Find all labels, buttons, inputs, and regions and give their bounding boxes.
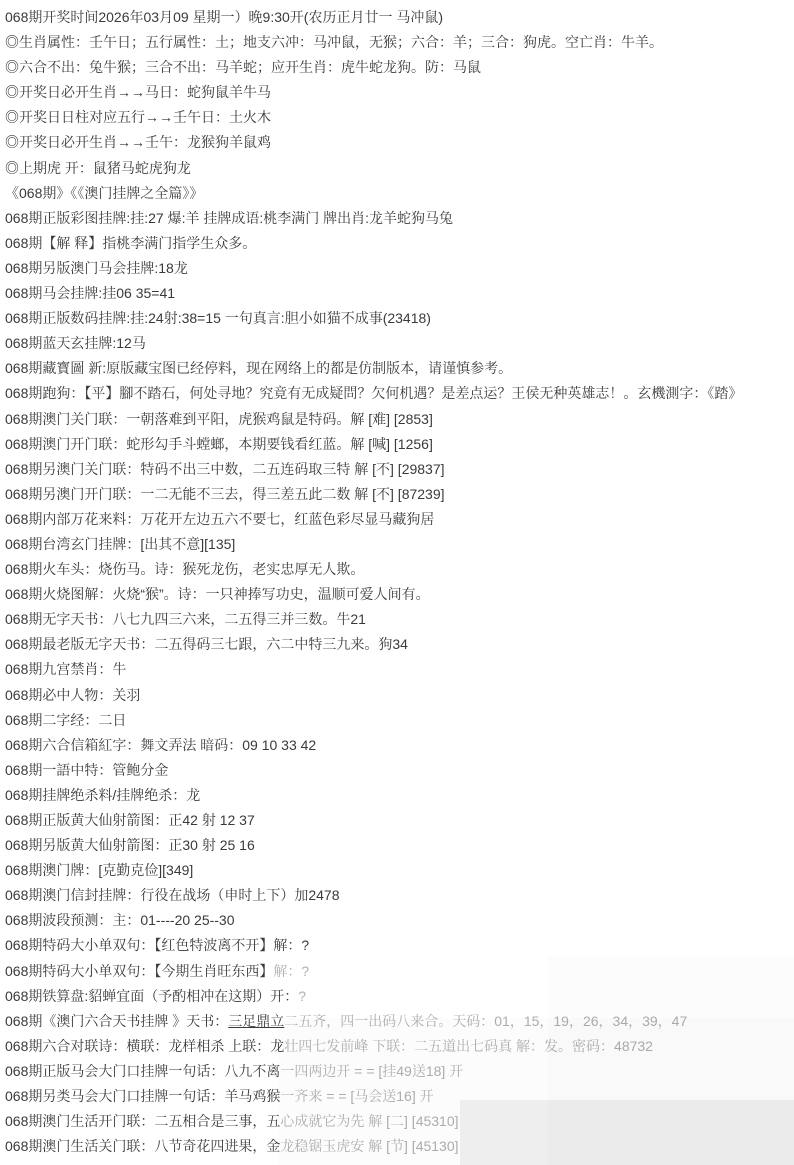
text-segment: ◎开奖日必开生肖→→壬午：龙猴狗羊鼠鸡	[5, 134, 271, 151]
text-segment: 068期最老版无字天书：二五得码三七跟，六二中特三九来。狗34	[5, 636, 408, 653]
text-segment: 068期藏寳圖 新:原版藏宝图已经停料，现在网络上的都是仿制版本，请谨慎参考。	[5, 360, 513, 377]
info-line-02	[5, 30, 794, 55]
text-segment: 一四两边开 = = [挂49送18] 开	[280, 1062, 464, 1079]
info-line-16	[5, 381, 794, 406]
text-segment: 068期澳门生活关门联：八节奇花四进果，金	[5, 1138, 281, 1155]
text-segment: 龙稳锯玉虎安 解 [节] [45130]	[280, 1138, 459, 1155]
info-line-23	[5, 557, 794, 582]
text-segment: 068期澳门信封挂牌：行役在战场（申时上下）加2478	[5, 887, 340, 904]
info-line-38	[5, 933, 794, 958]
info-line-08	[5, 181, 794, 206]
text-segment: 068期《澳门六合天书挂牌 》天书：	[5, 1012, 229, 1029]
info-line-26	[5, 632, 794, 657]
text-segment: 068期另版黄大仙射箭图：正30 射 25 16	[5, 837, 255, 854]
text-segment: ◎上期虎 开：鼠猪马蛇虎狗龙	[5, 159, 191, 176]
text-segment: 068期一語中特：管鲍分金	[5, 761, 169, 778]
text-segment: 068期开奖时间2026年03月09 星期一）晚9:30开(农历正月廿一 马冲鼠)	[5, 9, 443, 25]
info-line-25	[5, 607, 794, 632]
info-line-24	[5, 582, 794, 607]
text-segment: 068期正版马会大门口挂牌一句话：八九不离	[5, 1062, 281, 1079]
text-segment: 068期【解 释】指桃李满门指学生众多。	[5, 234, 257, 251]
info-line-43	[5, 1059, 794, 1084]
text-segment: 068期二字经：二日	[5, 711, 127, 728]
info-line-03	[5, 55, 794, 80]
info-line-07	[5, 156, 794, 181]
info-line-12	[5, 281, 794, 306]
text-segment: 068期跑狗：【平】腳不踏石，何处寻地？究竟有无成疑問？欠何机遇？是差点运？王侯无种英雄志！。玄機測字：《踏》	[5, 385, 743, 402]
text-segment: 068期火车头：烧伤马。诗：猴死龙伤，老实忠厚无人欺。	[5, 561, 365, 578]
info-line-20	[5, 482, 794, 507]
info-line-01	[5, 5, 794, 30]
text-segment: 068期必中人物：关羽	[5, 686, 141, 703]
text-segment: ?	[298, 987, 307, 1004]
info-line-27	[5, 657, 794, 682]
info-line-22	[5, 532, 794, 557]
text-segment: 一齐来 = = [马会送16] 开	[280, 1088, 434, 1105]
text-segment: ◎六合不出：兔牛猴；三合不出：马羊蛇；应开生肖：虎牛蛇龙狗。防：马鼠	[5, 59, 481, 76]
text-segment: 068期六合对联诗：横联：龙样相杀 上联：龙	[5, 1037, 285, 1054]
info-line-10	[5, 231, 794, 256]
text-segment: 心成就它为先 解 [二] [45310]	[280, 1113, 459, 1130]
text-segment: 《068期》《《澳门挂牌之全篇》》	[5, 184, 204, 201]
text-segment: 068期无字天书：八七九四三六来，二五得三并三数。牛21	[5, 611, 366, 628]
info-line-21	[5, 507, 794, 532]
info-line-04	[5, 80, 794, 105]
text-segment: 068期特码大小单双句：【红色特波离不开】解：?	[5, 937, 310, 954]
info-line-11	[5, 256, 794, 281]
info-line-46	[5, 1134, 794, 1159]
text-segment: 068期特码大小单双句：【今期生肖旺东西】	[5, 962, 274, 979]
info-line-40	[5, 984, 794, 1009]
info-line-44	[5, 1084, 794, 1109]
text-segment: 068期台湾玄门挂牌：[出其不意][135]	[5, 535, 236, 552]
info-line-31	[5, 758, 794, 783]
info-line-32	[5, 783, 794, 808]
info-line-14	[5, 331, 794, 356]
text-segment: 068期内部万花来料：万花开左边五六不要七，红蓝色彩尽显马藏狗居	[5, 510, 435, 527]
text-segment: 068期另澳门开门联：一二无能不三去，得三差五此二数 解 [不] [87239]	[5, 485, 445, 502]
text-segment: 068期澳门开门联：蛇形勾手斗螳螂，本期要钱看红蓝。解 [喊] [1256]	[5, 435, 433, 452]
info-line-17	[5, 407, 794, 432]
info-line-42	[5, 1034, 794, 1059]
text-segment: 068期六合信箱紅字：舞文弄法 暗码：09 10 33 42	[5, 736, 317, 753]
text-segment: 壮四七发前峰 下联：二五道出七码真 解：发。密码：48732	[284, 1037, 653, 1054]
info-line-37	[5, 908, 794, 933]
text-segment: 068期马会挂牌:挂06 35=41	[5, 285, 176, 302]
info-line-28	[5, 683, 794, 708]
info-line-35	[5, 858, 794, 883]
info-line-05	[5, 105, 794, 130]
info-line-45	[5, 1109, 794, 1134]
info-line-09	[5, 206, 794, 231]
info-line-19	[5, 457, 794, 482]
info-line-30	[5, 733, 794, 758]
info-line-36	[5, 883, 794, 908]
lottery-info-list	[5, 5, 794, 1159]
text-segment: 068期波段预测：主：01----20 25--30	[5, 912, 235, 929]
text-segment: 068期挂牌绝杀料/挂牌绝杀：龙	[5, 786, 201, 803]
text-segment: 068期澳门关门联：一朝落难到平阳，虎猴鸡鼠是特码。解 [难] [2853]	[5, 410, 433, 427]
text-segment: 068期正版数码挂牌:挂:24射:38=15 一句真言:胆小如猫不成事(23418)	[5, 310, 431, 327]
text-segment: ◎开奖日日柱对应五行→→壬午日：土火木	[5, 109, 271, 126]
text-segment: 068期火烧图解：火烧“猴”。诗：一只神捧写功史，温顺可爱人间有。	[5, 586, 430, 603]
text-segment: 068期蓝天玄挂牌:12马	[5, 335, 146, 352]
info-line-41	[5, 1009, 794, 1034]
text-segment: 068期澳门生活开门联：二五相合是三事，五	[5, 1113, 281, 1130]
info-line-18	[5, 432, 794, 457]
text-segment: 068期澳门牌：[克勤克俭][349]	[5, 862, 194, 879]
info-line-34	[5, 833, 794, 858]
text-segment: 068期另澳门关门联：特码不出三中数，二五连码取三特 解 [不] [29837]	[5, 460, 445, 477]
info-line-06	[5, 130, 794, 155]
text-segment: ◎开奖日必开生肖→→马日：蛇狗鼠羊牛马	[5, 84, 271, 101]
text-segment: 068期铁算盘:貂蝉宜面（予酌相冲在这期）开：	[5, 987, 299, 1004]
text-segment: 解：?	[273, 962, 310, 979]
text-segment: 二五齐，四一出码八来合。天码：01，15，19，26，34，39，47	[284, 1012, 688, 1029]
text-segment: ◎生肖属性：壬午日；五行属性：土；地支六冲：马冲鼠，无猴；六合：羊；三合：狗虎。空亡肖：牛羊。	[5, 34, 663, 51]
info-line-39	[5, 959, 794, 984]
text-segment: 068期另类马会大门口挂牌一句话：羊马鸡猴	[5, 1088, 281, 1105]
text-segment: 068期正版黄大仙射箭图：正42 射 12 37	[5, 812, 255, 828]
info-line-13	[5, 306, 794, 331]
info-line-15	[5, 356, 794, 381]
underlined-text-segment: 三足鼎立	[228, 1012, 285, 1029]
info-line-29	[5, 708, 794, 733]
text-segment: 068期九宫禁肖：牛	[5, 661, 127, 678]
text-segment: 068期正版彩图挂牌:挂:27 爆:羊 挂牌成语:桃李满门 牌出肖:龙羊蛇狗马兔	[5, 209, 454, 226]
info-line-33	[5, 808, 794, 833]
text-segment: 068期另版澳门马会挂牌:18龙	[5, 259, 188, 276]
